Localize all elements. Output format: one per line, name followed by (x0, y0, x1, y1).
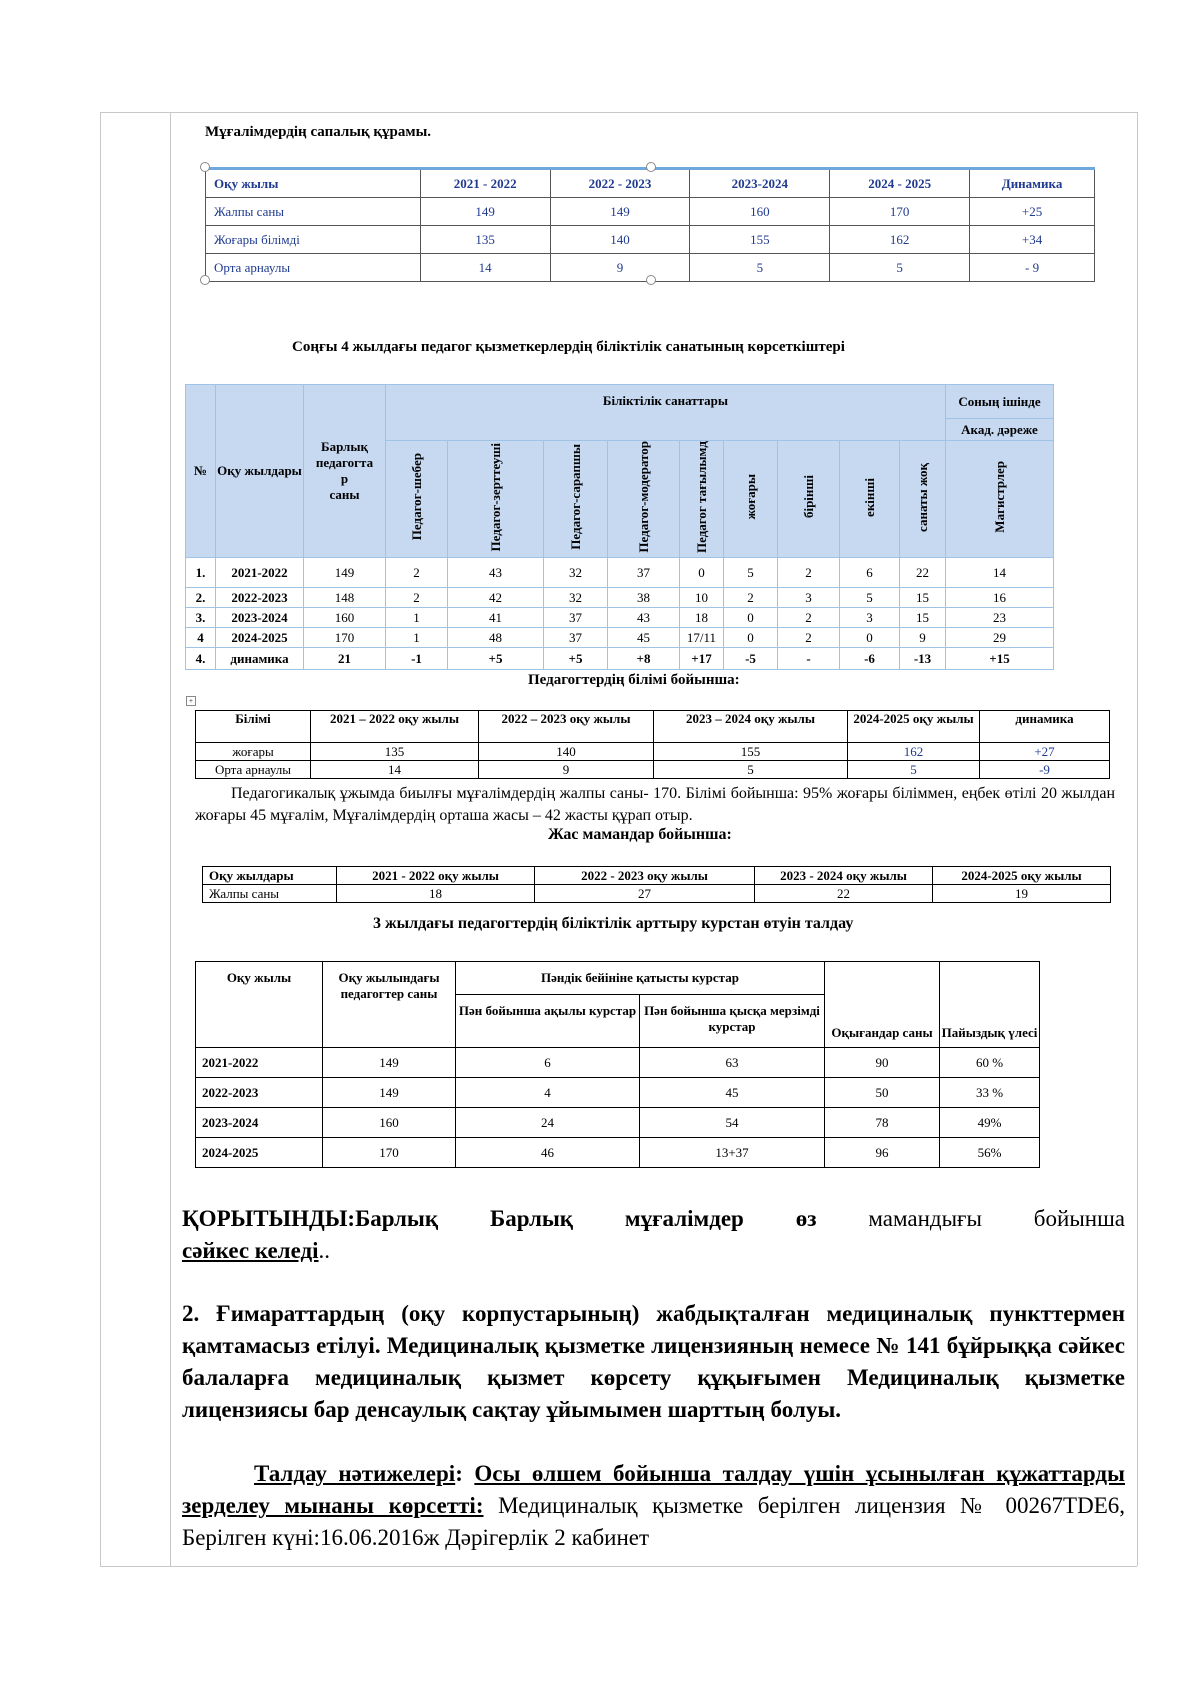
table-row: Жалпы саны 18 27 22 19 (203, 885, 1111, 903)
page-frame-bottom (100, 1566, 1137, 1567)
teacher-quality-table (205, 167, 1095, 282)
table-header-row: Оқу жылы Оқу жылындағы педагогтер саны Пәндік бейініне қатысты курстар Оқығандар саны Пайыздық үлесі (196, 962, 1040, 995)
table-header-row: Оқу жылы 2021 - 2022 2022 - 2023 2023-2024 2024 - 2025 Динамика (206, 169, 1095, 198)
table-row: Орта арнаулы 14 9 5 5 - 9 (206, 254, 1095, 282)
table-move-icon[interactable]: + (186, 696, 196, 706)
qualification-category-table: № Оқу жылдары Барлық педагогта р саны Біліктілік санаттары Соның ішінде Акад. дәреже Педагог-шебер Педагог-зерттеуші Педагог-сарапшы Педагог-модератор Педагог тағылымд жоғары бірінші екінші санаты жоқ Магистрлер 1. 2021-2022 149 2 43 32 37 0 5 2 6 22 14 2. 2022-2023 148 2 42 32 38 10 2 3 5 15 16 3. 2023-2024 160 1 41 37 43 18 0 2 3 15 23 4 2024-2025 170 1 48 37 45 17/11 0 2 0 9 29 4. динамика 21 -1 +5 +5 +8 +17 -5 - -6 -13 +15 (185, 384, 1054, 670)
table-row: Жоғары білімді 135 140 155 162 +34 (206, 226, 1095, 254)
header-years: Оқу жылдары (216, 385, 304, 558)
table-header-row: Оқу жылдары 2021 - 2022 оқу жылы 2022 - 2023 оқу жылы 2023 - 2024 оқу жылы 2024-2025 оқу жылы (203, 867, 1111, 885)
section2-heading: 2. Ғимараттардың (оқу корпустарының) жабдықталған медициналық пункттермен қамтамасыз етілуі. Медициналық қызметке лицензияның немесе № 141 бұйрыққа сәйкес балаларға медициналық қызмет көрсету құқығымен Медициналық қызметке лицензиясы бар денсаулық сақтау ұйымымен шарттың болуы. (182, 1301, 1125, 1422)
resize-handle[interactable] (200, 275, 210, 285)
resize-handle[interactable] (200, 162, 210, 172)
header-total: Барлық педагогта р саны (304, 385, 386, 558)
table-row: 2. 2022-2023 148 2 42 32 38 10 2 3 5 15 16 (186, 588, 1054, 608)
conclusion-line1: ҚОРЫТЫНДЫ:Барлық Барлық мұғалімдер өз мамандығы бойынша (182, 1206, 1125, 1231)
table-row: Орта арнаулы 14 9 5 5 -9 (196, 761, 1110, 779)
header-number: № (186, 385, 216, 558)
header-categories: Біліктілік санаттары (386, 385, 946, 441)
header-acad: Акад. дәреже (946, 419, 1054, 441)
page-frame-top (100, 112, 1137, 113)
analysis-paragraph: Талдау нәтижелері: Осы өлшем бойынша талдау үшін ұсынылған құжаттарды зерделеу мынаны көрсетті: Медициналық қызметке берілген лицензия № 00267TDE6, Берілген күні:16.06.2016ж Дәрігерлік 2 кабинет (182, 1461, 1126, 1550)
table-row: жоғары 135 140 155 162 +27 (196, 743, 1110, 761)
table-row: 2024-2025 170 46 13+37 96 56% (196, 1138, 1040, 1168)
staff-summary-paragraph: Педагогикалық ұжымда биылғы мұғалімдердің жалпы саны- 170. Білімі бойынша: 95% жоғары біліммен, еңбек өтілі 20 жылдан жоғары 45 мұғалім, Мұғалімдердің орташа жасы – 42 жасты құрап отыр. (195, 785, 1115, 824)
page-frame-right (1137, 112, 1138, 1566)
table-row: 3. 2023-2024 160 1 41 37 43 18 0 2 3 15 23 (186, 608, 1054, 628)
table4-title: Жас мамандар бойынша: (548, 826, 732, 843)
page-frame-inner (170, 112, 171, 1566)
table-header-row: Білімі 2021 – 2022 оқу жылы 2022 – 2023 оқу жылы 2023 – 2024 оқу жылы 2024-2025 оқу жылы динамика (196, 711, 1110, 743)
conclusion-line2: сәйкес келеді.. (182, 1238, 331, 1263)
table5-title: 3 жылдағы педагогтердің біліктілік арттыру курстан өтуін талдау (373, 915, 854, 932)
table-row-dynamics: 4. динамика 21 -1 +5 +5 +8 +17 -5 - -6 -13 +15 (186, 648, 1054, 670)
resize-handle[interactable] (646, 275, 656, 285)
table-row: Жалпы саны 149 149 160 170 +25 (206, 198, 1095, 226)
table-row: 4 2024-2025 170 1 48 37 45 17/11 0 2 0 9 29 (186, 628, 1054, 648)
training-courses-table: Оқу жылы Оқу жылындағы педагогтер саны Пәндік бейініне қатысты курстар Оқығандар саны Пайыздық үлесі Пән бойынша ақылы курстар Пән бойынша қысқа мерзімді курстар 2021-2022 149 6 63 90 60 % 2022-2023 149 4 45 50 33 % 2023-2024 160 24 54 78 49% 2024-2025 170 46 13+37 96 56% (195, 961, 1040, 1168)
table-row: 1. 2021-2022 149 2 43 32 37 0 5 2 6 22 14 (186, 558, 1054, 588)
conclusion-label: ҚОРЫТЫНДЫ: (182, 1206, 356, 1231)
header-among: Соның ішінде (946, 385, 1054, 419)
table2-title: Соңғы 4 жылдағы педагог қызметкерлердің біліктілік санатының көрсеткіштері (292, 339, 845, 355)
young-specialists-table (202, 866, 1111, 903)
table1-title: Мұғалімдердің сапалық құрамы. (205, 124, 432, 140)
table-row: 2021-2022 149 6 63 90 60 % (196, 1048, 1040, 1078)
table-row: 2022-2023 149 4 45 50 33 % (196, 1078, 1040, 1108)
resize-handle[interactable] (646, 162, 656, 172)
table3-title: Педагогтердің білімі бойынша: (528, 672, 740, 688)
page-frame-left (100, 112, 101, 1566)
table-row: 2023-2024 160 24 54 78 49% (196, 1108, 1040, 1138)
education-table (195, 710, 1110, 779)
